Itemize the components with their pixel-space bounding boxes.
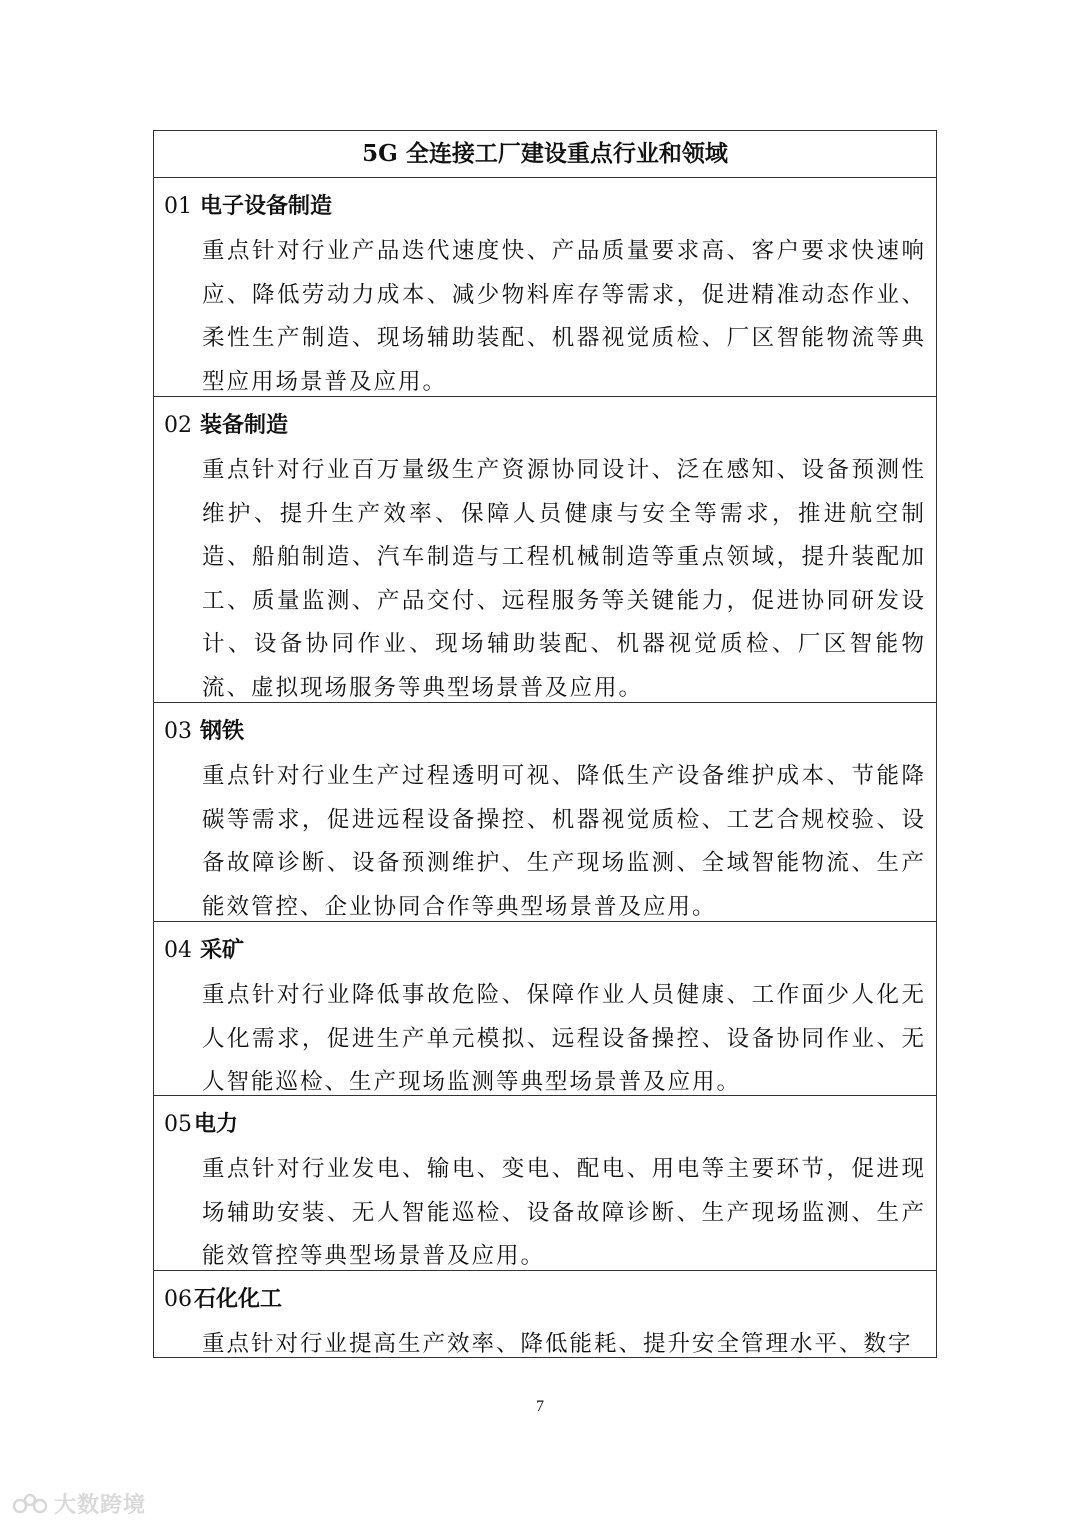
- section-name: 石化化工: [194, 1286, 283, 1312]
- section-number: 01: [164, 194, 192, 219]
- watermark-logo-icon: [12, 1492, 48, 1516]
- section-mining: [154, 922, 936, 1096]
- section-body: 重点针对行业降低事故危险、保障作业人员健康、工作面少人化无人化需求，促进生产单元模拟、远程设备操控、设备协同作业、无人智能巡检、生产现场监测等典型场景普及应用。: [202, 982, 926, 1095]
- section-name: 钢铁: [200, 718, 245, 744]
- section-body: 重点针对行业百万量级生产资源协同设计、泛在感知、设备预测性维护、提升生产效率、保障人员健康与安全等需求，推进航空制造、船舶制造、汽车制造与工程机械制造等重点领域，提升装配加工、质量监测、产品交付、远程服务等关键能力，促进协同研发设计、设备协同作业、现场辅助装配、机器视觉质检、厂区智能物流、虚拟现场服务等典型场景普及应用。: [202, 457, 926, 701]
- section-body: 重点针对行业发电、输电、变电、配电、用电等主要环节，促进现场辅助安装、无人智能巡检、设备故障诊断、生产现场监测、生产能效管控等典型场景普及应用。: [202, 1156, 926, 1269]
- section-name: 电力: [194, 1111, 239, 1137]
- section-number: 03: [164, 719, 192, 744]
- section-petrochemical: [154, 1271, 936, 1357]
- section-heading: [164, 930, 926, 974]
- section-number: 04: [164, 938, 192, 963]
- section-name: 采矿: [200, 937, 245, 963]
- section-steel: [154, 703, 936, 922]
- watermark: [12, 1488, 146, 1519]
- section-heading: [164, 711, 926, 755]
- section-body: 重点针对行业生产过程透明可视、降低生产设备维护成本、节能降碳等需求，促进远程设备操控、机器视觉质检、工艺合规校验、设备故障诊断、设备预测维护、生产现场监测、全域智能物流、生产能效管控、企业协同合作等典型场景普及应用。: [202, 763, 926, 920]
- section-number: 02: [164, 413, 192, 438]
- industry-table: [153, 130, 937, 1358]
- section-power: [154, 1096, 936, 1271]
- section-number: 06: [164, 1287, 192, 1312]
- section-electronics: [154, 178, 936, 397]
- section-body: 重点针对行业产品迭代速度快、产品质量要求高、客户要求快速响应、降低劳动力成本、减少物料库存等需求，促进精准动态作业、柔性生产制造、现场辅助装配、机器视觉质检、厂区智能物流等典型应用场景普及应用。: [202, 238, 926, 395]
- section-heading: [164, 186, 926, 230]
- section-heading: [164, 1104, 926, 1148]
- table-title: 5G 全连接工厂建设重点行业和领域: [154, 131, 936, 178]
- page-number: 7: [536, 1398, 544, 1415]
- section-name: 装备制造: [200, 412, 289, 438]
- watermark-text: 大数跨境: [54, 1493, 147, 1518]
- section-number: 05: [164, 1112, 192, 1137]
- section-heading: [164, 405, 926, 449]
- section-equipment: [154, 397, 936, 703]
- section-body: 重点针对行业提高生产效率、降低能耗、提升安全管理水平、数字: [202, 1331, 913, 1357]
- section-name: 电子设备制造: [200, 193, 333, 219]
- section-heading: [164, 1279, 926, 1323]
